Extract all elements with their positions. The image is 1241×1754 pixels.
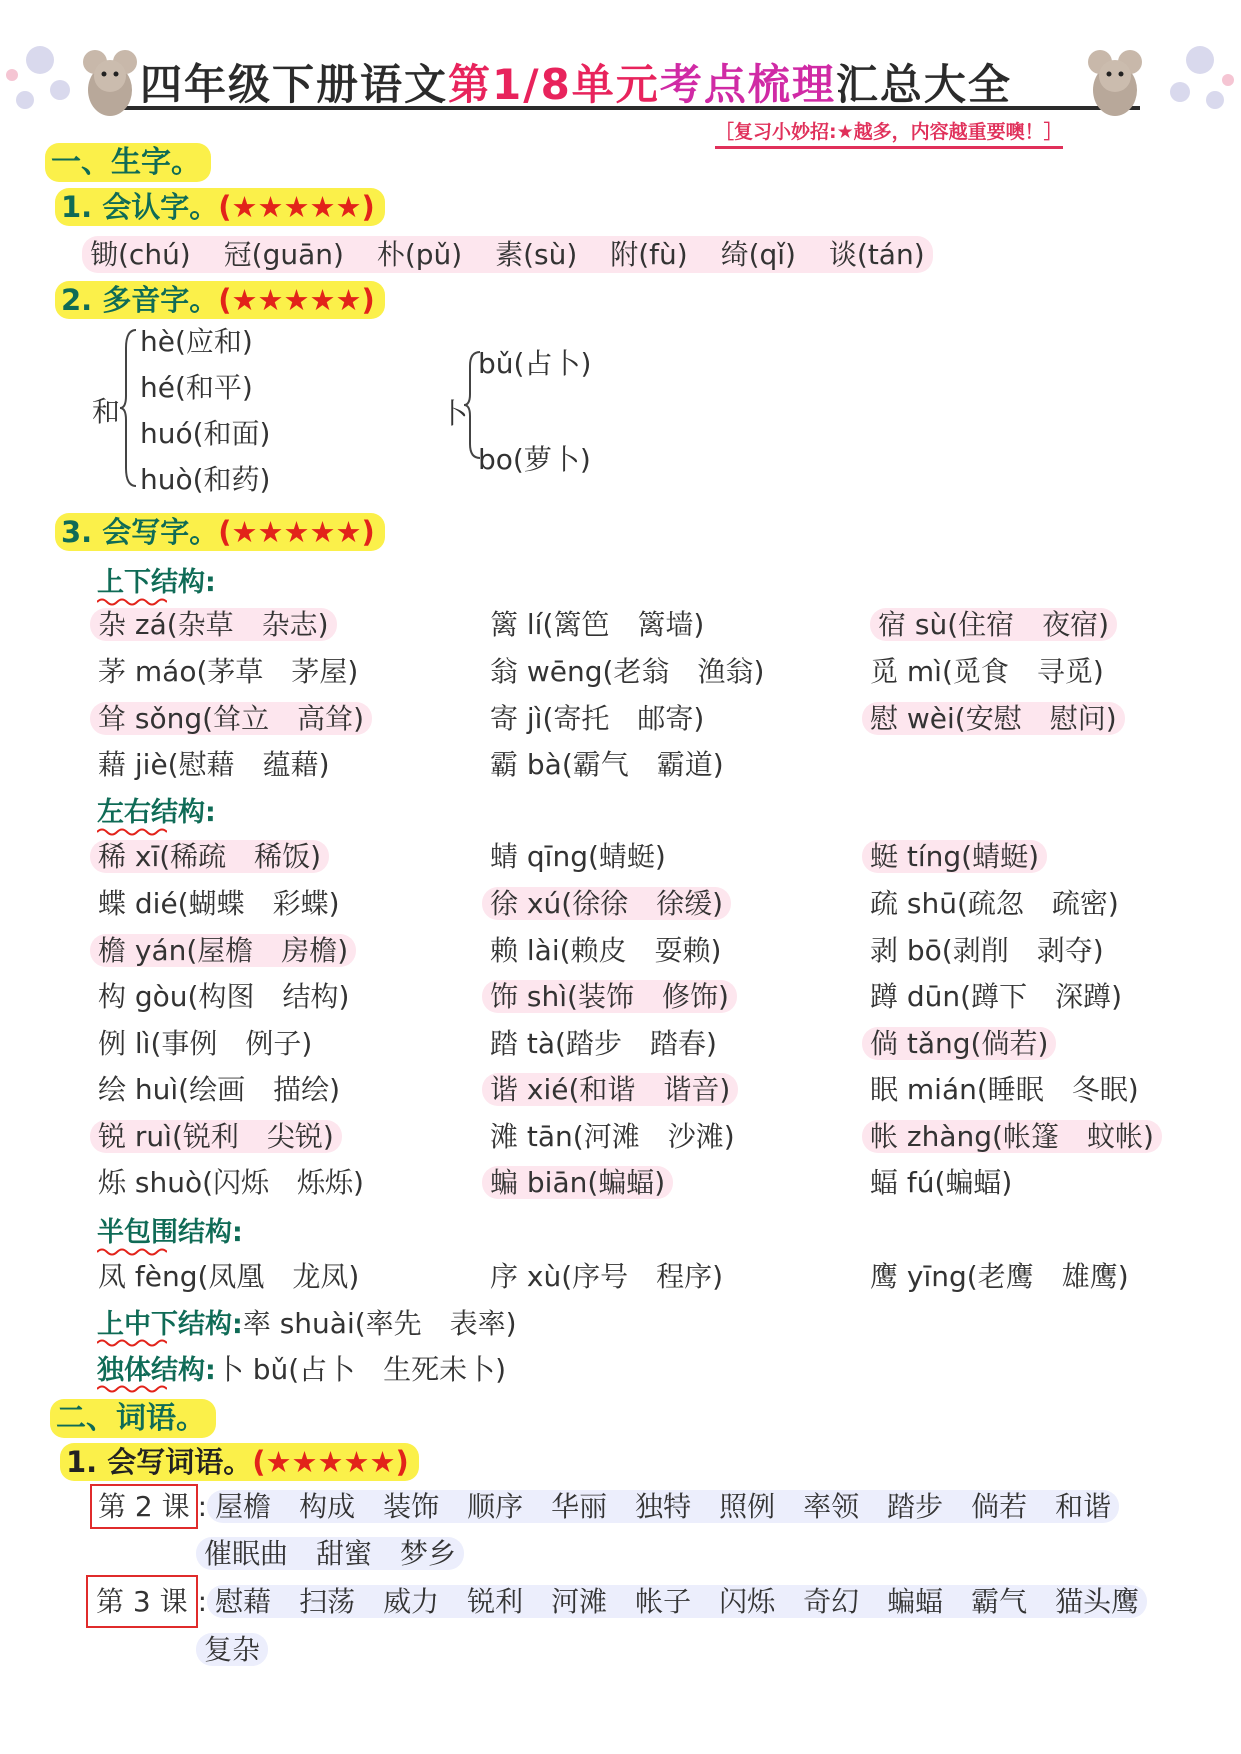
polyphonic-reading: bǔ(占卜)	[478, 347, 592, 380]
polyphonic-heading	[55, 278, 385, 319]
single-entry: 卜 bǔ(占卜 生死未卜)	[215, 1353, 507, 1386]
title-part1: 四年级下册语文	[140, 60, 449, 109]
left-right-label	[97, 790, 216, 829]
section2-title: 二、词语。	[50, 1399, 216, 1438]
write-heading	[55, 510, 385, 551]
words-stars: (★★★★★)	[252, 1445, 409, 1479]
lesson2-words: 屋檐 构成 装饰 顺序 华丽 独特 照例 率领 踏步 倘若 和谐	[207, 1490, 1119, 1523]
table-cell	[862, 1022, 1056, 1062]
char-entry: 锐 ruì(锐利 尖锐)	[90, 1120, 342, 1153]
single-label	[97, 1355, 216, 1386]
squiggle-underline	[97, 1338, 167, 1348]
lesson2-label: 第 2 课	[90, 1484, 198, 1529]
table-cell: 序 xù(序号 程序)	[490, 1260, 724, 1293]
polyphonic-reading: hè(应和)	[140, 325, 253, 358]
table-cell	[90, 603, 337, 643]
table-cell: 眠 mián(睡眠 冬眠)	[870, 1073, 1139, 1106]
polyphonic-char1: 和	[92, 395, 121, 428]
recognize-list	[82, 233, 933, 273]
char-entry: 饰 shì(装饰 修饰)	[482, 980, 737, 1013]
char-entry: 耸 sǒng(耸立 高耸)	[90, 702, 372, 735]
write-stars: (★★★★★)	[218, 515, 375, 549]
table-cell: 篱 lí(篱笆 篱墙)	[490, 608, 705, 641]
left-right-label-text: 左右结构:	[97, 797, 216, 828]
char-entry: 倘 tǎng(倘若)	[862, 1027, 1056, 1060]
tmb-label-text: 上中下结构:	[97, 1309, 243, 1340]
recognize-title: 1. 会认字。	[61, 190, 219, 224]
table-cell	[482, 975, 737, 1015]
lesson2-row: 第 2 课 : 屋檐 构成 装饰 顺序 华丽 独特 照例 率领 踏步 倘若 和谐	[90, 1485, 1119, 1525]
table-cell	[870, 603, 1117, 643]
char-entry: 稀 xī(稀疏 稀饭)	[90, 840, 329, 873]
recognize-item: 附(fù)	[610, 238, 688, 271]
review-tip: ［复习小妙招:★越多，内容越重要噢！］	[715, 117, 1063, 149]
tmb-label	[97, 1309, 243, 1340]
polyphonic-reading: huò(和药)	[140, 463, 271, 496]
brace-icon	[118, 328, 138, 488]
table-cell: 蝶 dié(蝴蝶 彩蝶)	[98, 887, 340, 920]
char-entry: 谐 xié(和谐 谐音)	[482, 1073, 738, 1106]
table-cell	[90, 929, 356, 969]
table-cell	[90, 697, 372, 737]
polyphonic-stars: (★★★★★)	[218, 283, 375, 317]
table-cell: 蜻 qīng(蜻蜓)	[490, 840, 666, 873]
table-cell: 滩 tān(河滩 沙滩)	[490, 1120, 735, 1153]
table-cell: 觅 mì(觅食 寻觅)	[870, 655, 1104, 688]
char-entry: 宿 sù(住宿 夜宿)	[870, 608, 1117, 641]
lesson2-words-line2: 催眠曲 甜蜜 梦乡	[196, 1537, 464, 1570]
words-heading	[60, 1440, 419, 1481]
recognize-item: 朴(pǔ)	[376, 238, 463, 271]
table-cell: 绘 huì(绘画 描绘)	[98, 1073, 341, 1106]
table-cell	[90, 1115, 342, 1155]
char-entry: 帐 zhàng(帐篷 蚊帐)	[862, 1120, 1162, 1153]
table-cell: 例 lì(事例 例子)	[98, 1027, 313, 1060]
table-cell: 踏 tà(踏步 踏春)	[490, 1027, 717, 1060]
char-entry: 蝙 biān(蝙蝠)	[482, 1166, 673, 1199]
recognize-item: 素(sù)	[495, 238, 578, 271]
tmb-row	[97, 1302, 517, 1342]
char-entry: 徐 xú(徐徐 徐缓)	[482, 887, 731, 920]
polyphonic-reading: bo(萝卜)	[478, 443, 591, 476]
table-cell	[862, 835, 1047, 875]
half-label-text: 半包围结构:	[97, 1217, 243, 1248]
recognize-item: 绮(qǐ)	[720, 238, 796, 271]
table-cell: 烁 shuò(闪烁 烁烁)	[98, 1166, 364, 1199]
table-cell: 寄 jì(寄托 邮寄)	[490, 702, 705, 735]
recognize-heading	[55, 185, 385, 226]
section2-heading	[50, 1393, 216, 1437]
single-label-text: 独体结构:	[97, 1355, 216, 1386]
table-cell: 翁 wēng(老翁 渔翁)	[490, 655, 765, 688]
table-cell: 霸 bà(霸气 霸道)	[490, 748, 724, 781]
char-entry: 杂 zá(杂草 杂志)	[90, 608, 337, 641]
title-part3: 考点梳理	[659, 60, 836, 109]
mouse-right-icon	[1080, 40, 1150, 120]
recognize-stars: (★★★★★)	[218, 190, 375, 224]
table-cell	[482, 1161, 673, 1201]
table-cell: 蹲 dūn(蹲下 深蹲)	[870, 980, 1123, 1013]
lesson3-row: 第 3 课 : 慰藉 扫荡 威力 锐利 河滩 帐子 闪烁 奇幻 蝙蝠 霸气 猫头鹰	[86, 1580, 1147, 1620]
table-cell: 疏 shū(疏忽 疏密)	[870, 887, 1119, 920]
title-part2: 第1/8单元	[448, 60, 660, 109]
polyphonic-reading: hé(和平)	[140, 371, 253, 404]
recognize-item: 锄(chú)	[90, 238, 191, 271]
char-entry: 檐 yán(屋檐 房檐)	[90, 934, 356, 967]
section1-heading	[45, 137, 211, 181]
table-cell: 构 gòu(构图 结构)	[98, 980, 350, 1013]
lesson3-words-line2: 复杂	[196, 1633, 268, 1666]
char-entry: 蜓 tíng(蜻蜓)	[862, 840, 1047, 873]
table-cell: 鹰 yīng(老鹰 雄鹰)	[870, 1260, 1129, 1293]
lesson3-words-cont	[196, 1628, 268, 1668]
tmb-entry: 率 shuài(率先 表率)	[242, 1307, 517, 1340]
table-cell: 赖 lài(赖皮 耍赖)	[490, 934, 722, 967]
table-cell	[862, 697, 1125, 737]
lesson3-words: 慰藉 扫荡 威力 锐利 河滩 帐子 闪烁 奇幻 蝙蝠 霸气 猫头鹰	[207, 1585, 1147, 1618]
title-part4: 汇总大全	[835, 60, 1012, 109]
section1-title: 一、生字。	[45, 143, 211, 182]
top-bottom-label	[97, 560, 216, 599]
words-title: 1. 会写词语。	[66, 1445, 253, 1479]
write-title: 3. 会写字。	[61, 515, 219, 549]
lesson2-words-cont	[196, 1532, 464, 1572]
mouse-left-icon	[75, 40, 145, 120]
table-cell	[482, 1068, 738, 1108]
polyphonic-title: 2. 多音字。	[61, 283, 219, 317]
recognize-item: 谈(tán)	[828, 238, 925, 271]
table-cell	[862, 1115, 1162, 1155]
polyphonic-char2: 卜	[440, 397, 469, 430]
polyphonic-reading: huó(和面)	[140, 417, 271, 450]
recognize-item: 冠(guān)	[223, 238, 344, 271]
page-title	[140, 52, 1012, 112]
table-cell	[482, 882, 731, 922]
lesson3-label: 第 3 课	[86, 1575, 198, 1628]
table-cell	[90, 835, 329, 875]
half-label	[97, 1210, 243, 1249]
char-entry: 慰 wèi(安慰 慰问)	[862, 702, 1125, 735]
top-bottom-label-text: 上下结构:	[97, 567, 216, 598]
table-cell: 剥 bō(剥削 剥夺)	[870, 934, 1104, 967]
single-row	[97, 1348, 506, 1388]
table-cell: 凤 fèng(凤凰 龙凤)	[98, 1260, 360, 1293]
table-cell: 蝠 fú(蝙蝠)	[870, 1166, 1013, 1199]
table-cell: 茅 máo(茅草 茅屋)	[98, 655, 359, 688]
table-cell: 藉 jiè(慰藉 蕴藉)	[98, 748, 330, 781]
